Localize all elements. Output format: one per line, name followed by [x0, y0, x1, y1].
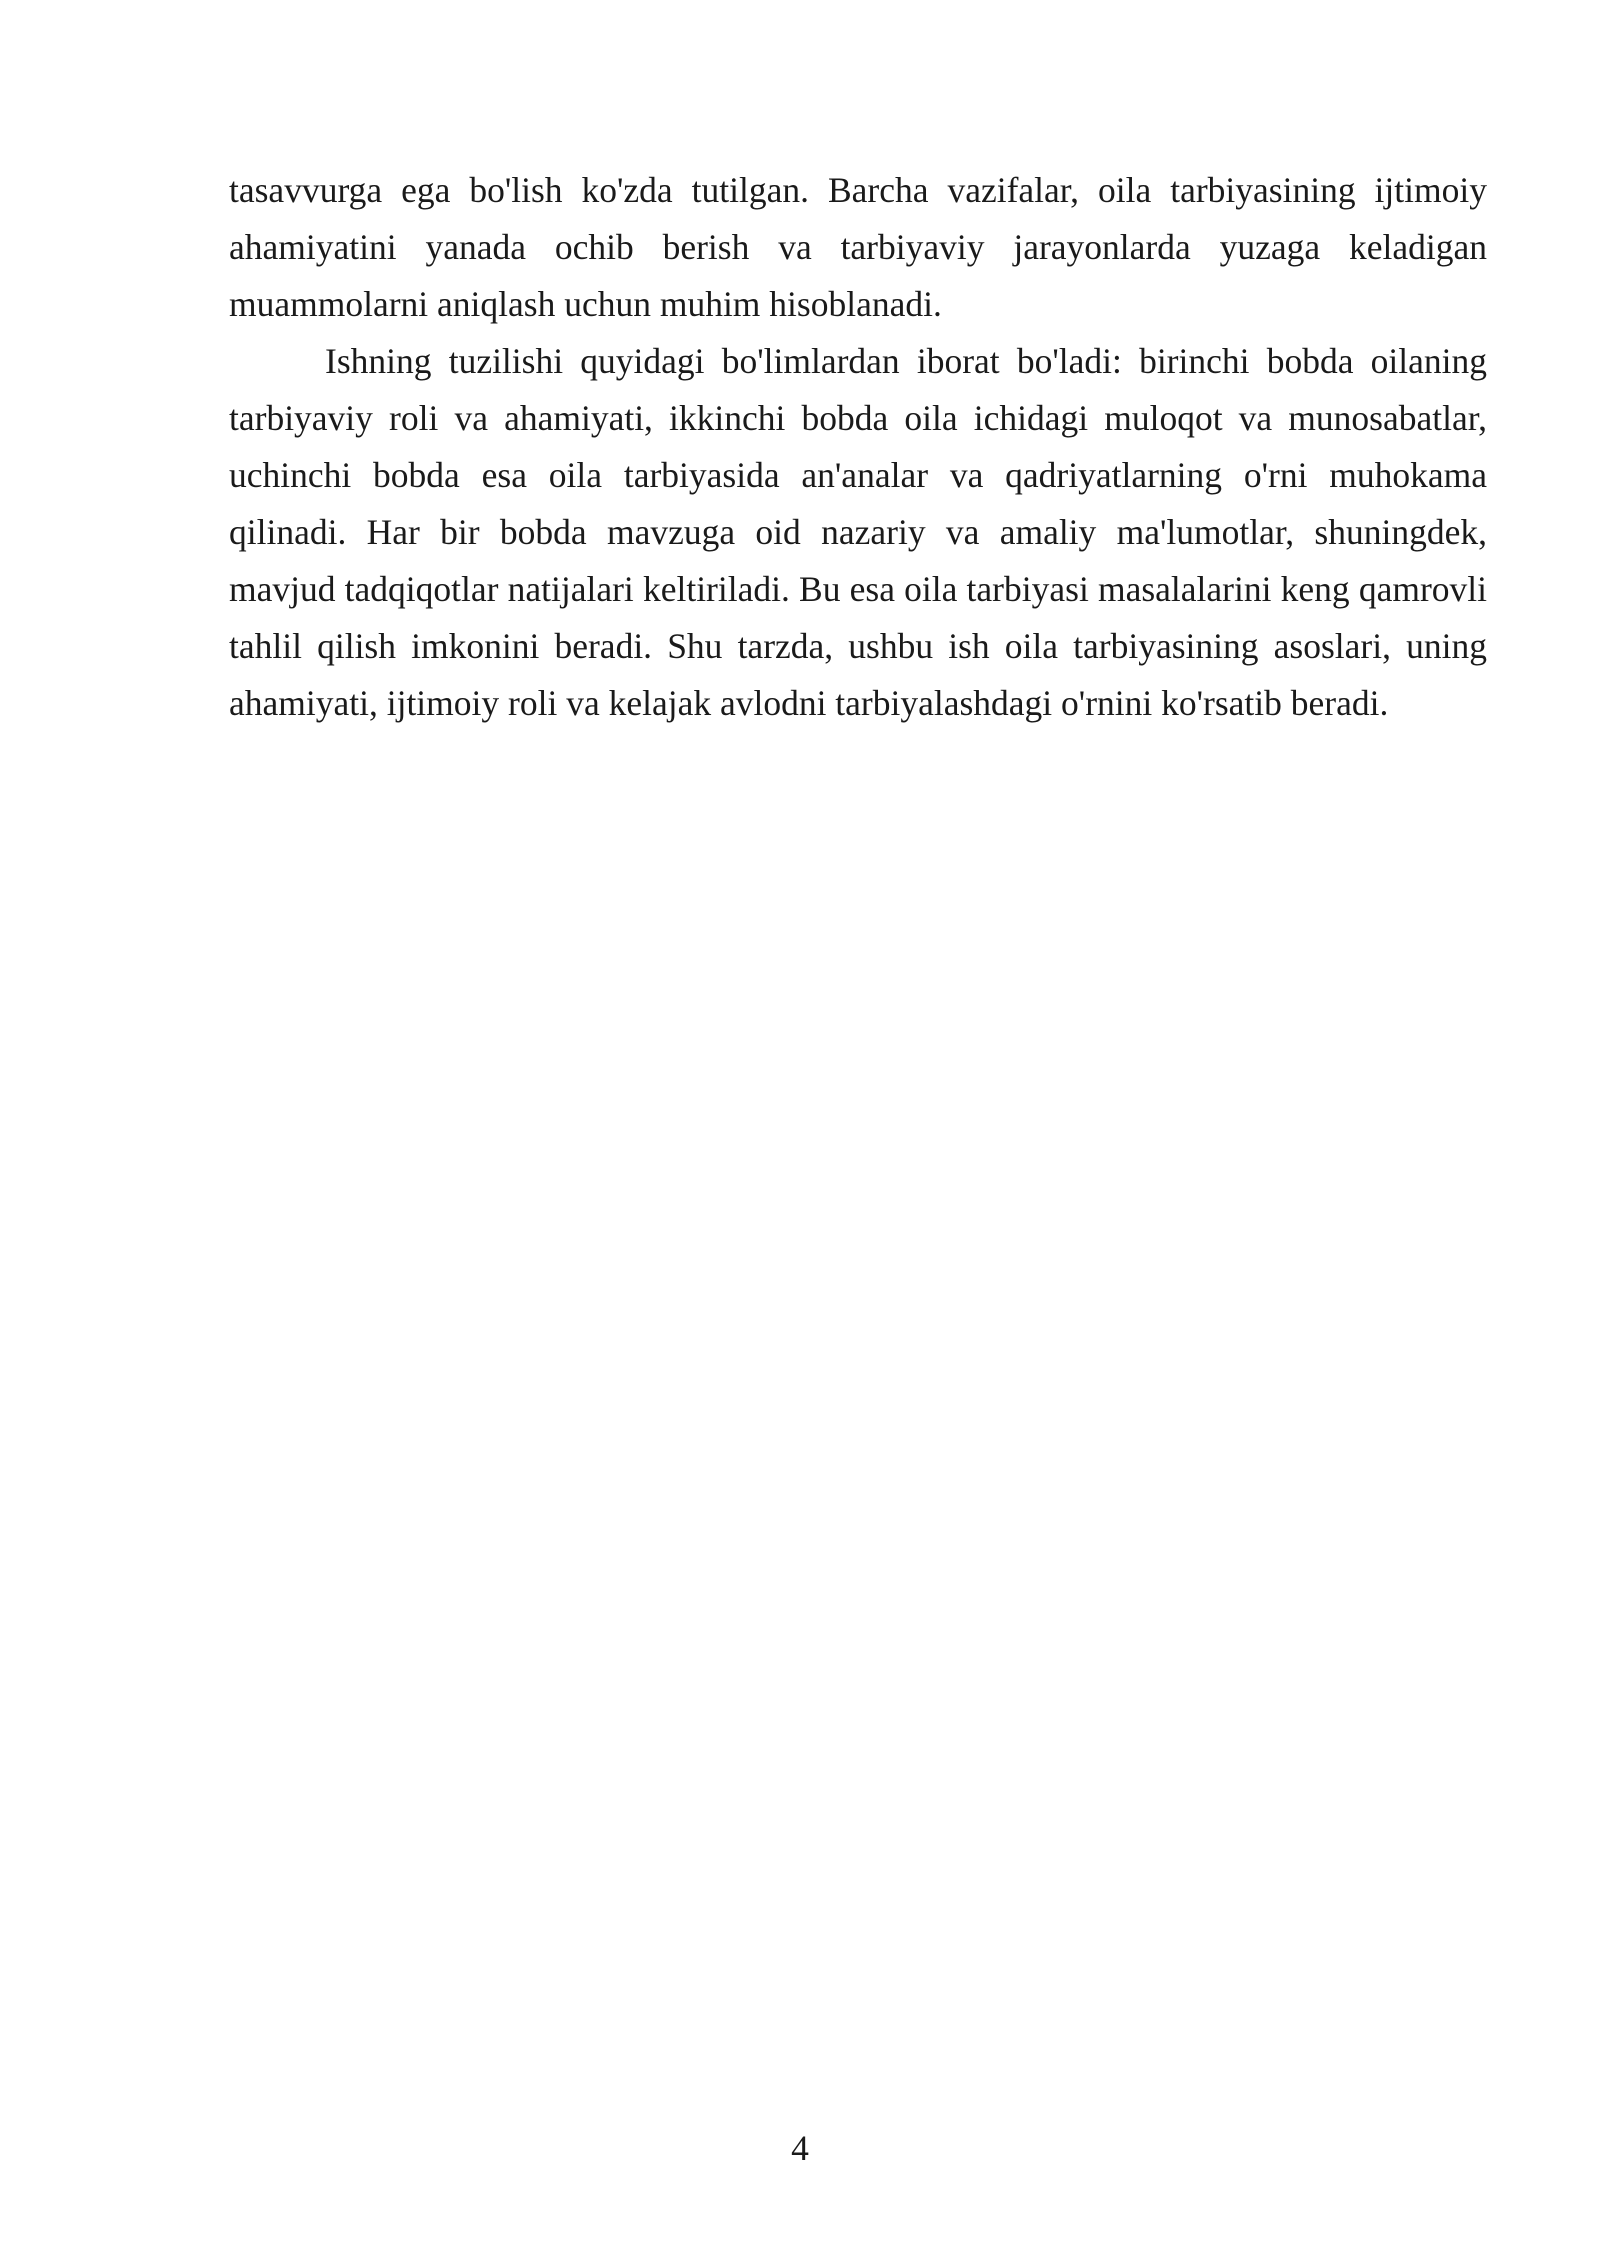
body-text — [229, 162, 1487, 732]
paragraph-continuation: tasavvurga ega bo'lish ko'zda tutilgan. Barcha vazifalar, oila tarbiyasining ijtimoiy ahamiyatini yanada ochib berish va tarbiyaviy jarayonlarda yuzaga keladigan muammolarni aniqlash uchun muhim hisoblanadi. — [229, 170, 1487, 324]
page-number: 4 — [791, 2128, 809, 2168]
paragraph-structure: Ishning tuzilishi quyidagi bo'limlardan iborat bo'ladi: birinchi bobda oilaning tarbiyaviy roli va ahamiyati, ikkinchi bobda oila ichidagi muloqot va munosabatlar, uchinchi bobda esa oila tarbiyasida an'analar va qadriyatlarning o'rni muhokama qilinadi. Har bir bobda mavzuga oid nazariy va amaliy ma'lumotlar, shuningdek, mavjud tadqiqotlar natijalari keltiriladi. Bu esa oila tarbiyasi masalalarini keng qamrovli tahlil qilish imkonini beradi. Shu tarzda, ushbu ish oila tarbiyasining asoslari, uning ahamiyati, ijtimoiy roli va kelajak avlodni tarbiyalashdagi o'rnini ko'rsatib beradi. — [229, 341, 1487, 723]
